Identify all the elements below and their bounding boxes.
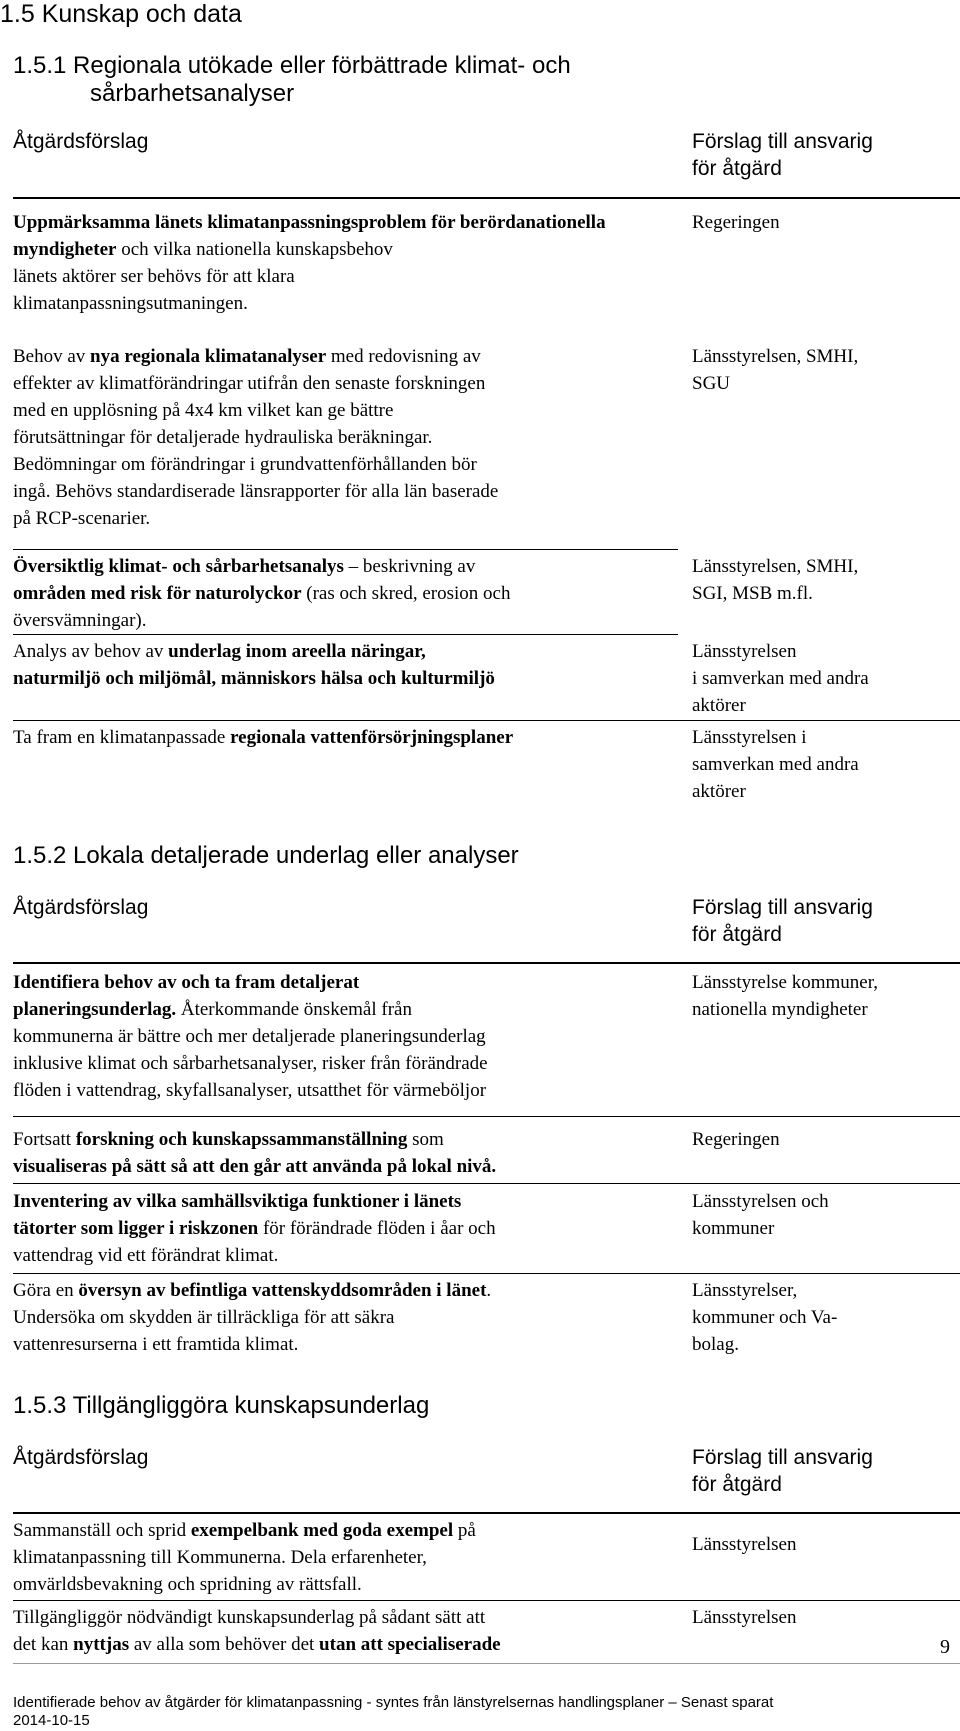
- section-3-title: 1.5.3 Tillgängliggöra kunskapsunderlag: [13, 1392, 430, 1419]
- section-3-header-rule: [13, 1512, 960, 1514]
- emphasis-text: visualiseras på sätt så att den går att använda på lokal nivå.: [13, 1156, 497, 1177]
- section-2-col-header-action: Åtgärdsförslag: [13, 896, 149, 919]
- footer-text-line2: 2014-10-15: [13, 1712, 90, 1729]
- emphasis-text: naturmiljö och miljömål, människors hälsa och kulturmiljö: [13, 668, 495, 689]
- section-1-row-4-action: Analys av behov av underlag inom areella näringar, naturmiljö och miljömål, människors hälsa och kulturmiljö: [13, 641, 495, 689]
- section-2-row-divider: [13, 1273, 960, 1274]
- section-3-row-1-action: Sammanställ och sprid exempelbank med goda exempel på klimatanpassning till Kommunerna. Dela erfarenheter, omvärldsbevakning och spridning av rättsfall.: [13, 1520, 476, 1595]
- section-2-row-2-responsible: Regeringen: [692, 1129, 780, 1150]
- emphasis-text: regionala vattenförsörjningsplaner: [230, 727, 514, 748]
- section-2-header-rule: [13, 962, 960, 964]
- section-2-row-1-action: Identifiera behov av och ta fram detaljerat planeringsunderlag. Återkommande önskemål från kommunerna är bättre och mer detaljerade planeringsunderlag inklusive klimat och sårbarhetsanalyser, risker från förändrade flöden i vattendrag, skyfallsanalyser, utsatthet för värmeböljor: [13, 972, 488, 1101]
- section-1-title-line1: 1.5.1 Regionala utökade eller förbättrade klimat- och: [13, 52, 571, 79]
- emphasis-text: Översiktlig klimat- och sårbarhetsanalys: [13, 556, 344, 577]
- emphasis-text: tätorter som ligger i riskzonen: [13, 1218, 259, 1239]
- emphasis-text: nya regionala klimatanalyser: [90, 346, 327, 367]
- emphasis-text: forskning och kunskapssammanställning: [75, 1129, 408, 1150]
- section-2-col-header-responsible-line2: för åtgärd: [692, 923, 782, 946]
- section-3-row-divider: [13, 1600, 960, 1601]
- section-1-row-1-action: Uppmärksamma länets klimatanpassningsproblem för berördanationella myndigheter och vilka nationella kunskapsbehov länets aktörer ser behövs för att klara klimatanpassningsutmaningen.: [13, 212, 606, 314]
- emphasis-text: planeringsunderlag.: [13, 999, 177, 1020]
- section-1-title-line2: sårbarhetsanalyser: [90, 80, 295, 107]
- section-1-row-divider: [13, 720, 960, 721]
- emphasis-text: översyn av befintliga vattenskyddsområden i länet: [78, 1280, 487, 1301]
- section-1-col-header-action: Åtgärdsförslag: [13, 130, 149, 153]
- section-3-row-1-responsible: Länsstyrelsen: [692, 1534, 797, 1555]
- emphasis-text: utan att specialiserade: [319, 1634, 501, 1655]
- section-1-header-rule: [13, 197, 960, 199]
- emphasis-text: Identifiera behov av och ta fram detaljerat: [13, 972, 360, 993]
- emphasis-text: exempelbank med goda exempel: [190, 1520, 454, 1541]
- section-2-row-divider: [13, 1183, 960, 1184]
- section-1-row-2-responsible: Länsstyrelsen, SMHI, SGU: [692, 346, 859, 394]
- emphasis-text: Uppmärksamma länets klimatanpassningsproblem för berörda: [13, 212, 526, 233]
- section-2-row-divider: [13, 1116, 960, 1117]
- section-2-row-2-action: Fortsatt forskning och kunskapssammanställning som visualiseras på sätt så att den går att använda på lokal nivå.: [13, 1129, 497, 1177]
- section-1-col-header-responsible-line2: för åtgärd: [692, 157, 782, 180]
- section-1-row-divider: [13, 549, 678, 550]
- section-2-col-header-responsible-line1: Förslag till ansvarig: [692, 896, 873, 919]
- section-2-row-3-responsible: Länsstyrelsen och kommuner: [692, 1191, 829, 1239]
- section-1-row-3-responsible: Länsstyrelsen, SMHI, SGI, MSB m.fl.: [692, 556, 859, 604]
- footer-rule: [13, 1663, 960, 1664]
- section-3-row-2-responsible: Länsstyrelsen: [692, 1607, 797, 1628]
- section-3-col-header-responsible-line1: Förslag till ansvarig: [692, 1446, 873, 1469]
- page-number: 9: [940, 1636, 950, 1658]
- main-heading: 1.5 Kunskap och data: [0, 0, 242, 28]
- section-3-row-2-action: Tillgängliggör nödvändigt kunskapsunderlag på sådant sätt att det kan nyttjas av alla som behöver det utan att specialiserade: [13, 1607, 501, 1655]
- section-1-col-header-responsible-line1: Förslag till ansvarig: [692, 130, 873, 153]
- section-3-col-header-responsible-line2: för åtgärd: [692, 1473, 782, 1496]
- section-1-row-4-responsible: Länsstyrelsen i samverkan med andra aktörer: [692, 641, 869, 716]
- emphasis-text: underlag inom areella näringar,: [168, 641, 426, 662]
- section-1-row-divider: [13, 634, 678, 635]
- section-3-col-header-action: Åtgärdsförslag: [13, 1446, 149, 1469]
- section-2-row-3-action: Inventering av vilka samhällsviktiga funktioner i länets tätorter som ligger i riskzonen för förändrade flöden i åar och vattendrag vid ett förändrat klimat.: [13, 1191, 496, 1266]
- emphasis-text: nationella myndigheter: [13, 212, 606, 260]
- section-1-row-3-action: Översiktlig klimat- och sårbarhetsanalys – beskrivning av områden med risk för naturolyckor (ras och skred, erosion och översvämningar).: [13, 556, 511, 631]
- section-1-row-5-responsible: Länsstyrelsen i samverkan med andra aktörer: [692, 727, 859, 802]
- section-2-title: 1.5.2 Lokala detaljerade underlag eller analyser: [13, 842, 519, 869]
- emphasis-text: områden med risk för naturolyckor: [13, 583, 302, 604]
- section-1-row-2-action: Behov av nya regionala klimatanalyser med redovisning av effekter av klimatförändringar utifrån den senaste forskningen med en upplösning på 4x4 km vilket kan ge bättre förutsättningar för detaljerade hydrauliska beräkningar. Bedömningar om förändringar i grundvattenförhållanden bör ingå. Behövs standardiserade länsrapporter för alla län baserade på RCP-scenarier.: [13, 346, 499, 529]
- section-1-row-5-action: Ta fram en klimatanpassade regionala vattenförsörjningsplaner: [13, 727, 514, 748]
- emphasis-text: nyttjas: [73, 1634, 130, 1655]
- emphasis-text: Inventering av vilka samhällsviktiga funktioner i länets: [13, 1191, 462, 1212]
- section-2-row-4-responsible: Länsstyrelser, kommuner och Va- bolag.: [692, 1280, 838, 1355]
- footer-text-line1: Identifierade behov av åtgärder för klimatanpassning - syntes från länstyrelsernas handlingsplaner – Senast sparat: [13, 1694, 774, 1711]
- section-1-row-1-responsible: Regeringen: [692, 212, 780, 233]
- section-2-row-4-action: Göra en översyn av befintliga vattenskyddsområden i länet. Undersöka om skydden är tillräckliga för att säkra vattenresurserna i ett framtida klimat.: [13, 1280, 492, 1355]
- section-2-row-1-responsible: Länsstyrelse kommuner, nationella myndigheter: [692, 972, 879, 1020]
